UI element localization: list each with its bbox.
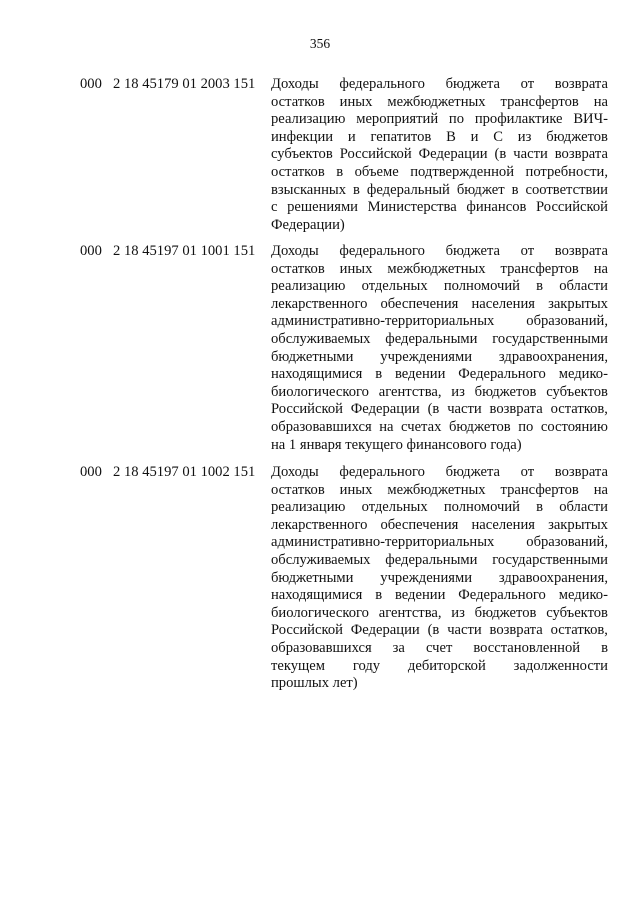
- description-line: Доходы федерального бюджета от возврата: [271, 243, 608, 259]
- description-line: реализацию мероприятий по профилактике ВИЧ-: [271, 111, 608, 128]
- description-line: бюджетными учреждениями здравоохранения,: [271, 348, 608, 365]
- revenue-description: [271, 243, 608, 454]
- description-line: находящимися в ведении Федерального медико-: [271, 366, 608, 383]
- revenue-description: [271, 464, 608, 693]
- revenue-description: [271, 76, 608, 234]
- description-line: взысканных в федеральный бюджет в соответствии: [271, 181, 608, 198]
- description-line: на 1 января текущего финансового года): [271, 436, 522, 453]
- kbk-code: 2 18 45179 01 2003 151: [113, 76, 256, 92]
- description-line: бюджетными учреждениями здравоохранения,: [271, 569, 608, 586]
- admin-code: 000: [80, 76, 102, 92]
- description-line: лекарственного обеспечения населения закрытых: [271, 295, 608, 312]
- admin-code: 000: [80, 464, 102, 480]
- description-line: инфекции и гепатитов В и С из бюджетов: [271, 128, 608, 145]
- description-line: образовавшихся за счет восстановленной в: [271, 639, 608, 656]
- description-line: лекарственного обеспечения населения закрытых: [271, 516, 608, 533]
- admin-code: 000: [80, 243, 102, 259]
- description-line: биологического агентства, из бюджетов субъектов: [271, 604, 608, 621]
- description-line: Доходы федерального бюджета от возврата: [271, 76, 608, 92]
- description-line: реализацию отдельных полномочий в области: [271, 499, 608, 516]
- description-line: административно-территориальных образований,: [271, 534, 608, 551]
- description-line: находящимися в ведении Федерального медико-: [271, 587, 608, 604]
- description-line: с решениями Министерства финансов Российской: [271, 199, 608, 216]
- description-line: Федерации): [271, 216, 345, 233]
- description-line: текущем году дебиторской задолженности: [271, 657, 608, 674]
- description-line: Российской Федерации (в части возврата остатков,: [271, 622, 608, 639]
- description-line: остатков иных межбюджетных трансфертов на: [271, 260, 608, 277]
- description-line: остатков иных межбюджетных трансфертов на: [271, 93, 608, 110]
- description-line: прошлых лет): [271, 675, 358, 692]
- description-line: административно-территориальных образований,: [271, 313, 608, 330]
- page-number: 356: [309, 36, 331, 51]
- description-line: биологического агентства, из бюджетов субъектов: [271, 383, 608, 400]
- kbk-code: 2 18 45197 01 1001 151: [113, 243, 256, 259]
- description-line: Доходы федерального бюджета от возврата: [271, 464, 608, 480]
- description-line: реализацию отдельных полномочий в области: [271, 278, 608, 295]
- description-line: остатков в объеме подтвержденной потребности,: [271, 163, 608, 180]
- description-line: остатков иных межбюджетных трансфертов на: [271, 481, 608, 498]
- description-line: субъектов Российской Федерации (в части возврата: [271, 146, 608, 163]
- description-line: Российской Федерации (в части возврата остатков,: [271, 401, 608, 418]
- kbk-code: 2 18 45197 01 1002 151: [113, 464, 256, 480]
- description-line: образовавшихся на счетах бюджетов по состоянию: [271, 418, 608, 435]
- description-line: обслуживаемых федеральными государственными: [271, 330, 608, 347]
- description-line: обслуживаемых федеральными государственными: [271, 551, 608, 568]
